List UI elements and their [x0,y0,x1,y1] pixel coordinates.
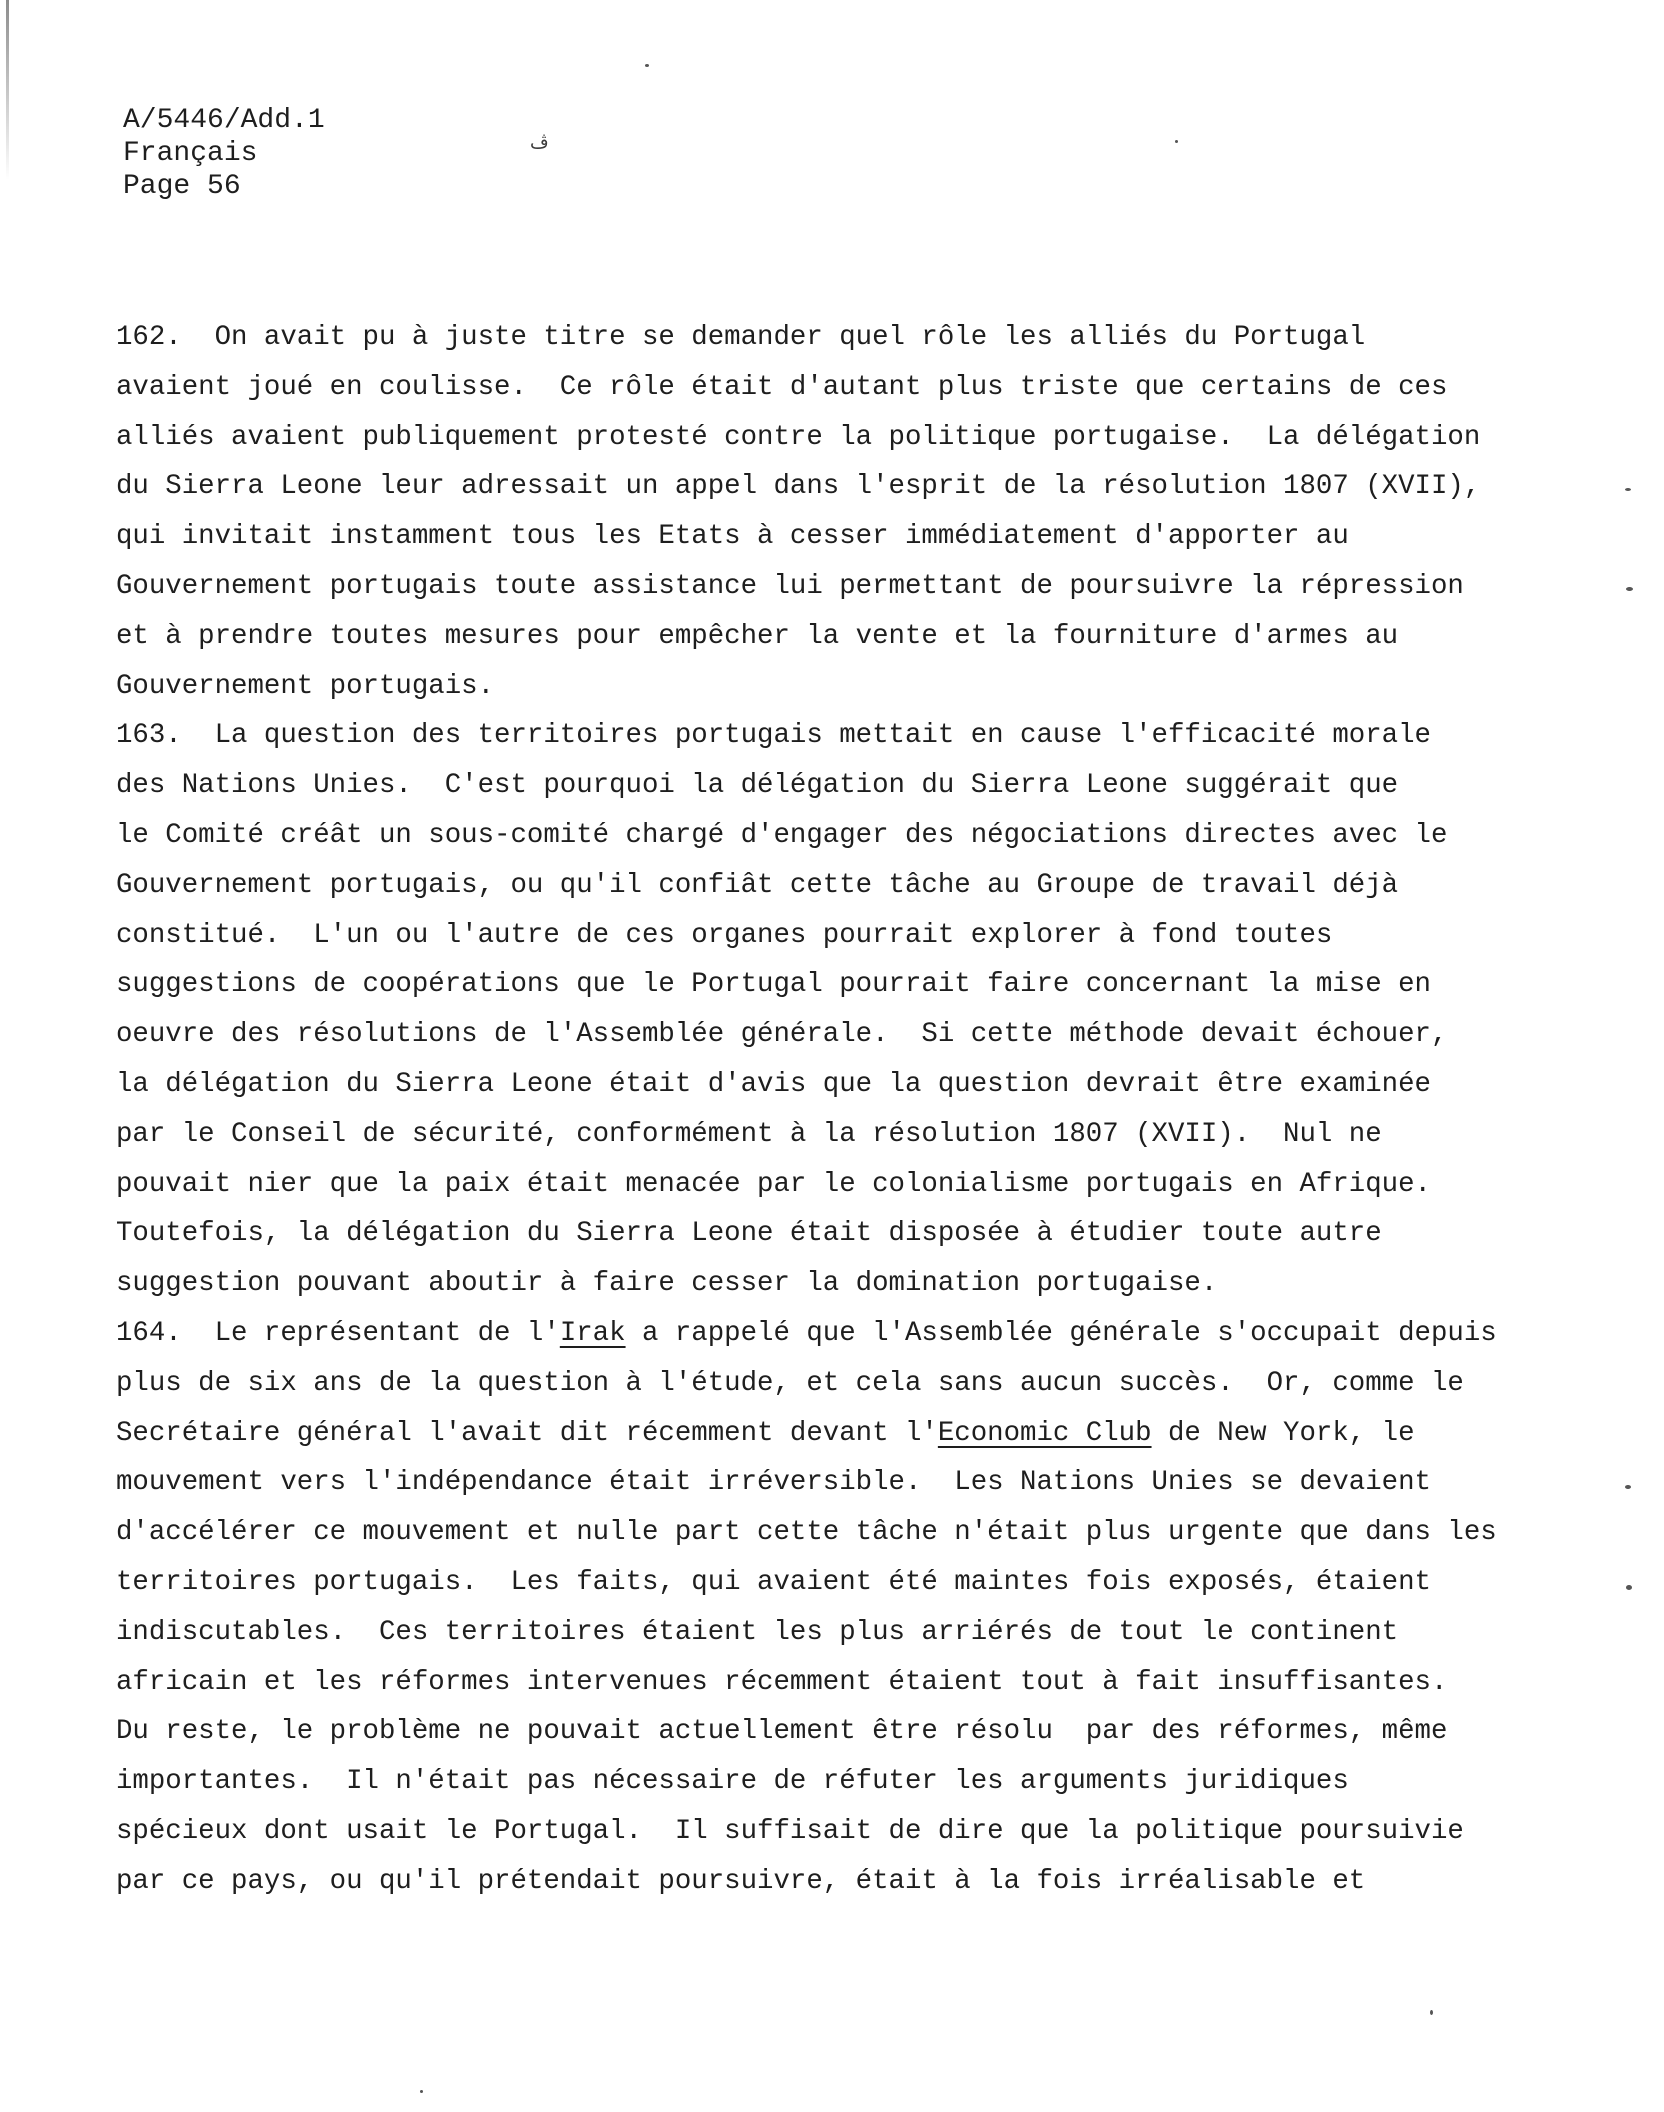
text-line [116,1309,1516,1359]
text-line: d'accélérer ce mouvement et nulle part cette tâche n'était plus urgente que dans les [116,1517,1497,1549]
text-line: plus de six ans de la question à l'étude, et cela sans aucun succès. Or, comme le [116,1367,1464,1399]
text-line: pouvait nier que la paix était menacée par le colonialisme portugais en Afrique. [116,1168,1431,1200]
text-line: spécieux dont usait le Portugal. Il suffisait de dire que la politique poursuivie [116,1815,1464,1847]
text-line: du Sierra Leone leur adressait un appel dans l'esprit de la résolution 1807 (XVII), [116,471,1481,503]
text-line: et à prendre toutes mesures pour empêcher la vente et la fourniture d'armes au [116,620,1399,652]
text-line: territoires portugais. Les faits, qui avaient été maintes fois exposés, étaient [116,1566,1431,1598]
text-line: la délégation du Sierra Leone était d'avis que la question devrait être examinée [116,1068,1431,1100]
text-line: indiscutables. Ces territoires étaient les plus arriérés de tout le continent [116,1616,1399,1648]
scan-edge-artifact [6,0,9,180]
text-segment: Secrétaire général l'avait dit récemment devant l' [116,1417,938,1449]
body-text [116,313,1516,1907]
text-line: Gouvernement portugais, ou qu'il confiât cette tâche au Groupe de travail déjà [116,869,1399,901]
text-line: 163. La question des territoires portugais mettait en cause l'efficacité morale [116,720,1431,752]
text-line: oeuvre des résolutions de l'Assemblée générale. Si cette méthode devait échouer, [116,1019,1448,1051]
text-line: alliés avaient publiquement protesté contre la politique portugaise. La délégation [116,421,1481,453]
text-line: des Nations Unies. C'est pourquoi la délégation du Sierra Leone suggérait que [116,770,1399,802]
text-line: par ce pays, ou qu'il prétendait poursuivre, était à la fois irréalisable et [116,1865,1366,1897]
text-line: Toutefois, la délégation du Sierra Leone était disposée à étudier toute autre [116,1218,1382,1250]
text-line: importantes. Il n'était pas nécessaire de réfuter les arguments juridiques [116,1766,1349,1798]
scan-speck [1175,140,1178,143]
text-line: 162. On avait pu à juste titre se demander quel rôle les alliés du Portugal [116,322,1366,353]
text-segment: de New York, le [1151,1417,1415,1449]
text-line: mouvement vers l'indépendance était irréversible. Les Nations Unies se devaient [116,1467,1431,1499]
page-number: Page 56 [123,171,241,202]
scan-speck [1626,1585,1632,1590]
document-header [123,104,325,203]
text-line: constitué. L'un ou l'autre de ces organes pourrait explorer à fond toutes [116,919,1333,951]
text-line: Du reste, le problème ne pouvait actuellement être résolu par des réformes, même [116,1716,1448,1748]
text-line: suggestion pouvant aboutir à faire cesser la domination portugaise. [116,1268,1218,1300]
scan-speck [645,64,649,67]
text-line: Gouvernement portugais. [116,670,495,702]
scan-speck [1625,1485,1631,1489]
text-line: le Comité créât un sous-comité chargé d'engager des négociations directes avec le [116,819,1448,851]
text-line: africain et les réformes intervenues récemment étaient tout à fait insuffisantes. [116,1666,1448,1698]
underlined-term: Economic Club [937,1417,1152,1449]
text-line [116,1409,1516,1459]
scan-speck [1430,2010,1433,2015]
text-segment: a rappelé que l'Assemblée générale s'occupait depuis [625,1317,1497,1349]
scan-speck [1625,488,1631,491]
text-line: Gouvernement portugais toute assistance lui permettant de poursuivre la répression [116,570,1464,602]
scan-speck [420,2090,423,2093]
text-line: qui invitait instamment tous les Etats à cesser immédiatement d'apporter au [116,521,1349,553]
text-line: par le Conseil de sécurité, conformément à la résolution 1807 (XVII). Nul ne [116,1118,1382,1150]
text-line: suggestions de coopérations que le Portugal pourrait faire concernant la mise en [116,969,1431,1001]
scan-speck [1626,587,1633,591]
text-line: avaient joué en coulisse. Ce rôle était d'autant plus triste que certains de ces [116,371,1448,403]
text-segment: 164. Le représentant de l' [116,1317,560,1349]
underlined-term: Irak [559,1317,626,1349]
document-symbol: A/5446/Add.1 [123,105,325,136]
ink-smudge: ڤ [530,132,549,153]
document-language: Français [123,138,258,169]
